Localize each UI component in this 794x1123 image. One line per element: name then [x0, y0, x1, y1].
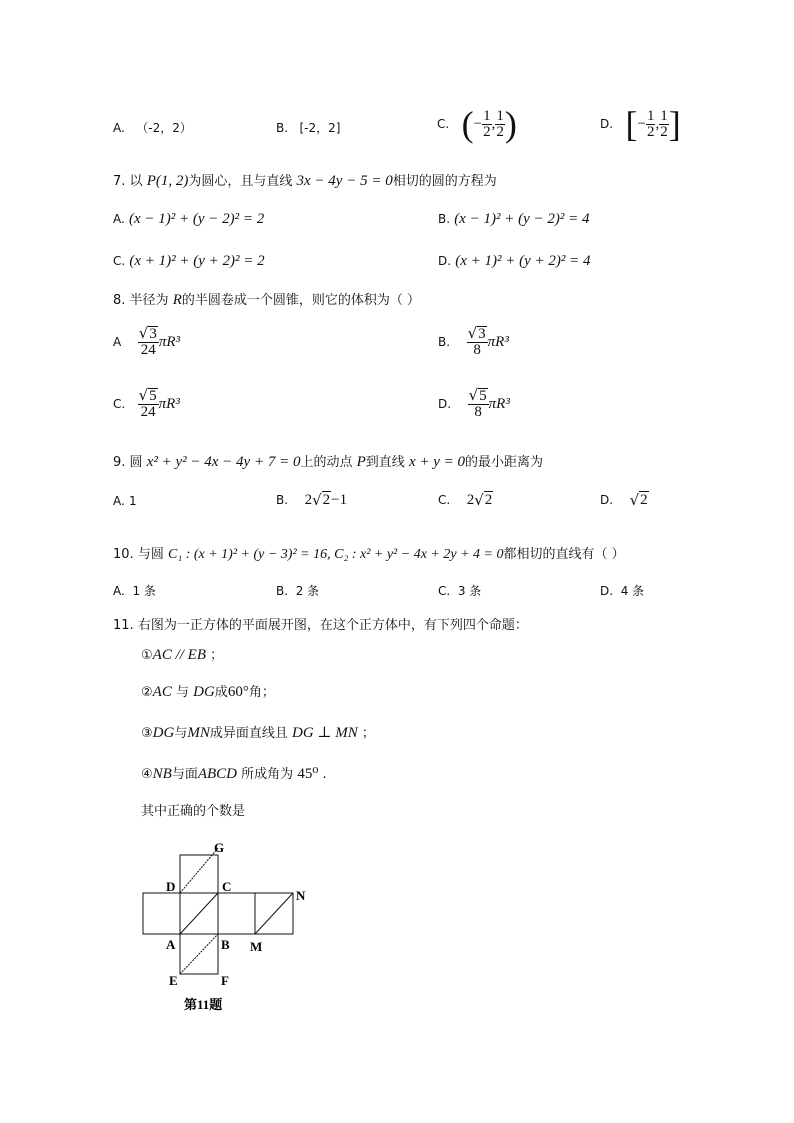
- q11-stem: 11. 右图为一正方体的平面展开图，在这个正方体中，有下列四个命题：: [113, 618, 528, 633]
- q7-option-b: B. (x − 1)² + (y − 2)² = 4: [438, 211, 590, 227]
- segment-eb: [180, 934, 218, 974]
- q10-option-b: B. 2 条: [276, 584, 320, 598]
- label-f: F: [221, 973, 229, 988]
- q7-stem: 7. 以 P(1, 2)为圆心，且与直线 3x − 4y − 5 = 0相切的圆的方程为: [113, 173, 497, 189]
- q8-option-a: A √ 3 24 πR³: [113, 324, 180, 358]
- label-m: M: [250, 939, 263, 954]
- label-c: C: [222, 879, 232, 894]
- q6-option-c: C. ( − $\frac{1}{2}$ , $\frac{1}{2}$ ): [437, 104, 517, 144]
- q6-option-a: A. （-2，2）: [113, 121, 192, 135]
- q8-option-c: C. √ 5 24 πR³: [113, 386, 180, 420]
- q10-option-a: A. 1 条: [113, 584, 156, 598]
- q10-stem: 10. 与圆 C₁ : (x + 1)² + (y − 3)² = 16, C₂ : x² + y² − 4x + 2y + 4 = 0都相切的直线有（ ）: [113, 547, 625, 562]
- q11-statement-4: ④NB与面ABCD 所成角为 45⁰ .: [141, 766, 327, 782]
- q7-option-a: A. (x − 1)² + (y − 2)² = 2: [113, 211, 265, 227]
- q7-option-d: D. (x + 1)² + (y + 2)² = 4: [438, 253, 591, 269]
- q7-option-c: C. (x + 1)² + (y + 2)² = 2: [113, 253, 265, 269]
- q10-option-d: D. 4 条: [600, 584, 645, 598]
- label-e: E: [169, 973, 178, 988]
- net-square-top: [180, 855, 218, 893]
- q8-option-d: D. √ 5 8 πR³: [438, 386, 510, 420]
- figure-caption: 第11题: [184, 997, 223, 1012]
- q6-option-d: D. [ − $\frac{1}{2}$ , $\frac{1}{2}$ ]: [600, 104, 681, 144]
- q10-option-c: C. 3 条: [438, 584, 482, 598]
- q6-option-b: B. [-2，2]: [276, 121, 341, 135]
- q9-option-a: A. 1: [113, 494, 137, 508]
- label-n: N: [296, 888, 306, 903]
- q8-stem: 8. 半径为 R的半圆卷成一个圆锥，则它的体积为（ ）: [113, 292, 421, 308]
- q11-statement-1: ①AC // EB ；: [141, 647, 224, 663]
- net-square-3: [218, 893, 255, 934]
- q11-question: 其中正确的个数是: [141, 804, 246, 819]
- q9-option-b: B. 2 √ 2 −1: [276, 491, 348, 509]
- segment-ac: [180, 893, 218, 934]
- cube-net-figure: [130, 838, 330, 1018]
- label-b: B: [221, 937, 230, 952]
- label-a: A: [166, 937, 176, 952]
- q11-statement-2: ②AC 与 DG成60°角；: [141, 684, 275, 700]
- q11-statement-3: ③DG与MN成异面直线且 DG ⊥ MN ；: [141, 725, 375, 741]
- q9-option-d: D. √ 2: [600, 491, 648, 509]
- q9-option-c: C. 2 √ 2: [438, 491, 493, 509]
- q9-stem: 9. 圆 x² + y² − 4x − 4y + 7 = 0上的动点 P到直线 x + y = 0的最小距离为: [113, 454, 544, 470]
- label-d: D: [166, 879, 176, 894]
- net-square-1: [143, 893, 180, 934]
- segment-mn: [255, 893, 293, 934]
- q8-option-b: B. √ 3 8 πR³: [438, 324, 509, 358]
- label-g: G: [214, 840, 225, 855]
